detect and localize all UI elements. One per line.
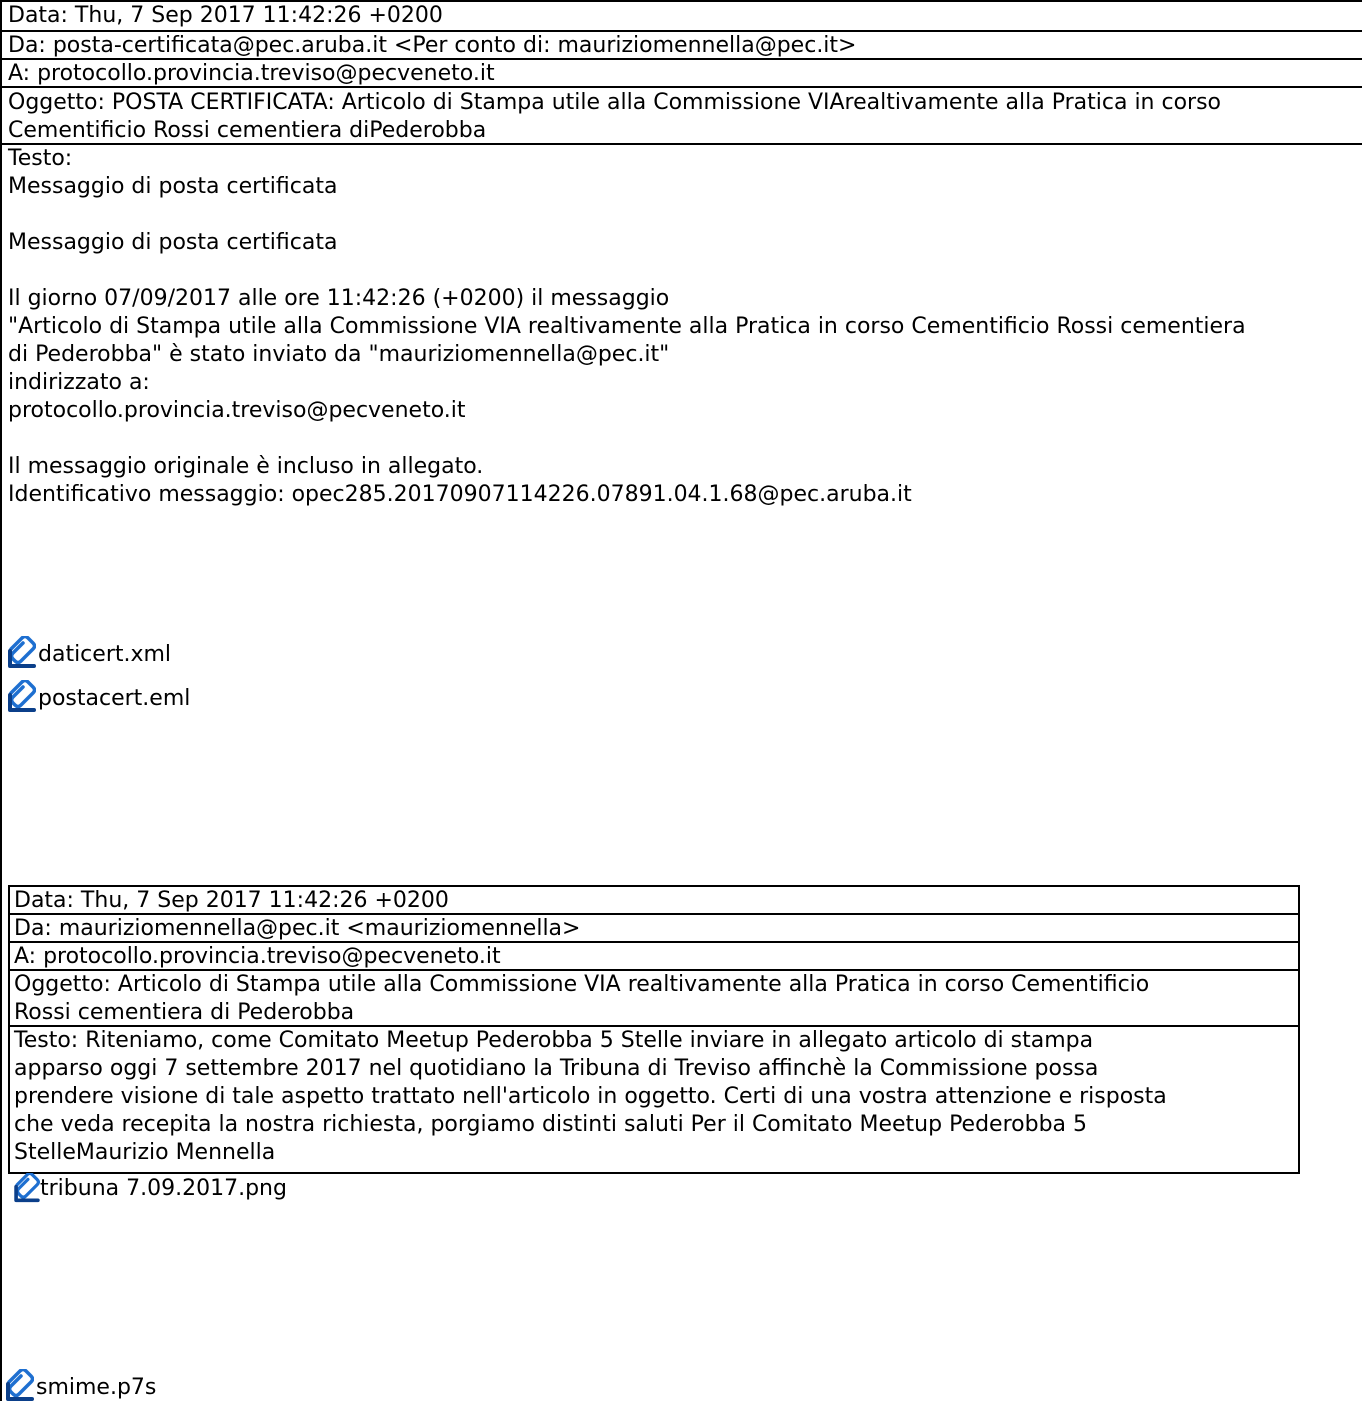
body-line: Il giorno 07/09/2017 alle ore 11:42:26 (+0200) il messaggio: [8, 286, 670, 311]
inner-subject-line2: Rossi cementiera di Pederobba: [14, 1000, 355, 1025]
inner-header-from: Da: mauriziomennella@pec.it <mauriziomennella>: [10, 915, 1298, 943]
inner-message-body: [10, 1027, 1298, 1203]
header-date: Data: Thu, 7 Sep 2017 11:42:26 +0200: [2, 2, 1362, 32]
inner-body-line: StelleMaurizio Mennella: [14, 1140, 276, 1165]
inner-subject-line1: Oggetto: Articolo di Stampa utile alla Commissione VIA realtivamente alla Pratica in corso Cementificio: [14, 972, 1150, 997]
inner-body-line: prendere visione di tale aspetto trattato nell'articolo in oggetto. Certi di una vostra attenzione e risposta: [14, 1084, 1167, 1109]
embedded-message: [8, 885, 1300, 1201]
inner-body-line: che veda recepita la nostra richiesta, porgiamo distinti saluti Per il Comitato Meetup Pederobba 5: [14, 1112, 1088, 1137]
header-subject-line2: Cementificio Rossi cementiera diPederobba: [8, 118, 487, 143]
paperclip-icon: [8, 680, 36, 713]
body-line: Messaggio di posta certificata: [8, 230, 338, 255]
header-subject: [2, 88, 1362, 145]
attachment-name[interactable]: smime.p7s: [36, 1375, 157, 1400]
paperclip-icon: [8, 636, 36, 669]
body-line: indirizzato a:: [8, 370, 150, 395]
inner-body-line: apparso oggi 7 settembre 2017 nel quotidiano la Tribuna di Treviso affinchè la Commissione possa: [14, 1056, 1099, 1081]
attachment-name[interactable]: postacert.eml: [38, 686, 191, 711]
header-to: A: protocollo.provincia.treviso@pecveneto.it: [2, 60, 1362, 88]
attachment-name[interactable]: daticert.xml: [38, 642, 172, 667]
paperclip-icon: [6, 1369, 34, 1402]
body-line: Messaggio di posta certificata: [8, 174, 338, 199]
attachment-tribuna[interactable]: [14, 1167, 1298, 1203]
body-line: Identificativo messaggio: opec285.20170907114226.07891.04.1.68@pec.aruba.it: [8, 482, 912, 507]
body-label: Testo:: [8, 146, 73, 171]
body-line: di Pederobba" è stato inviato da "mauriziomennella@pec.it": [8, 342, 670, 367]
header-subject-line1: Oggetto: POSTA CERTIFICATA: Articolo di Stampa utile alla Commissione VIArealtivamente alla Pratica in corso: [8, 90, 1222, 115]
attachment-smime[interactable]: [6, 1358, 156, 1402]
inner-header-date: Data: Thu, 7 Sep 2017 11:42:26 +0200: [10, 887, 1298, 915]
body-line: protocollo.provincia.treviso@pecveneto.it: [8, 398, 466, 423]
header-from: Da: posta-certificata@pec.aruba.it <Per conto di: mauriziomennella@pec.it>: [2, 32, 1362, 60]
inner-body-line: Testo: Riteniamo, come Comitato Meetup Pederobba 5 Stelle inviare in allegato articolo di stampa: [14, 1028, 1094, 1053]
body-line: "Articolo di Stampa utile alla Commissione VIA realtivamente alla Pratica in corso Cementificio Rossi cementiera: [8, 314, 1246, 339]
attachment-postacert[interactable]: [8, 669, 1362, 713]
body-line: Il messaggio originale è incluso in allegato.: [8, 454, 484, 479]
attachment-name[interactable]: tribuna 7.09.2017.png: [40, 1176, 287, 1201]
attachment-daticert[interactable]: [8, 625, 1362, 669]
inner-header-subject: [10, 971, 1298, 1027]
inner-header-to: A: protocollo.provincia.treviso@pecveneto.it: [10, 943, 1298, 971]
message-body: [2, 145, 1362, 713]
paperclip-icon: [14, 1173, 40, 1203]
